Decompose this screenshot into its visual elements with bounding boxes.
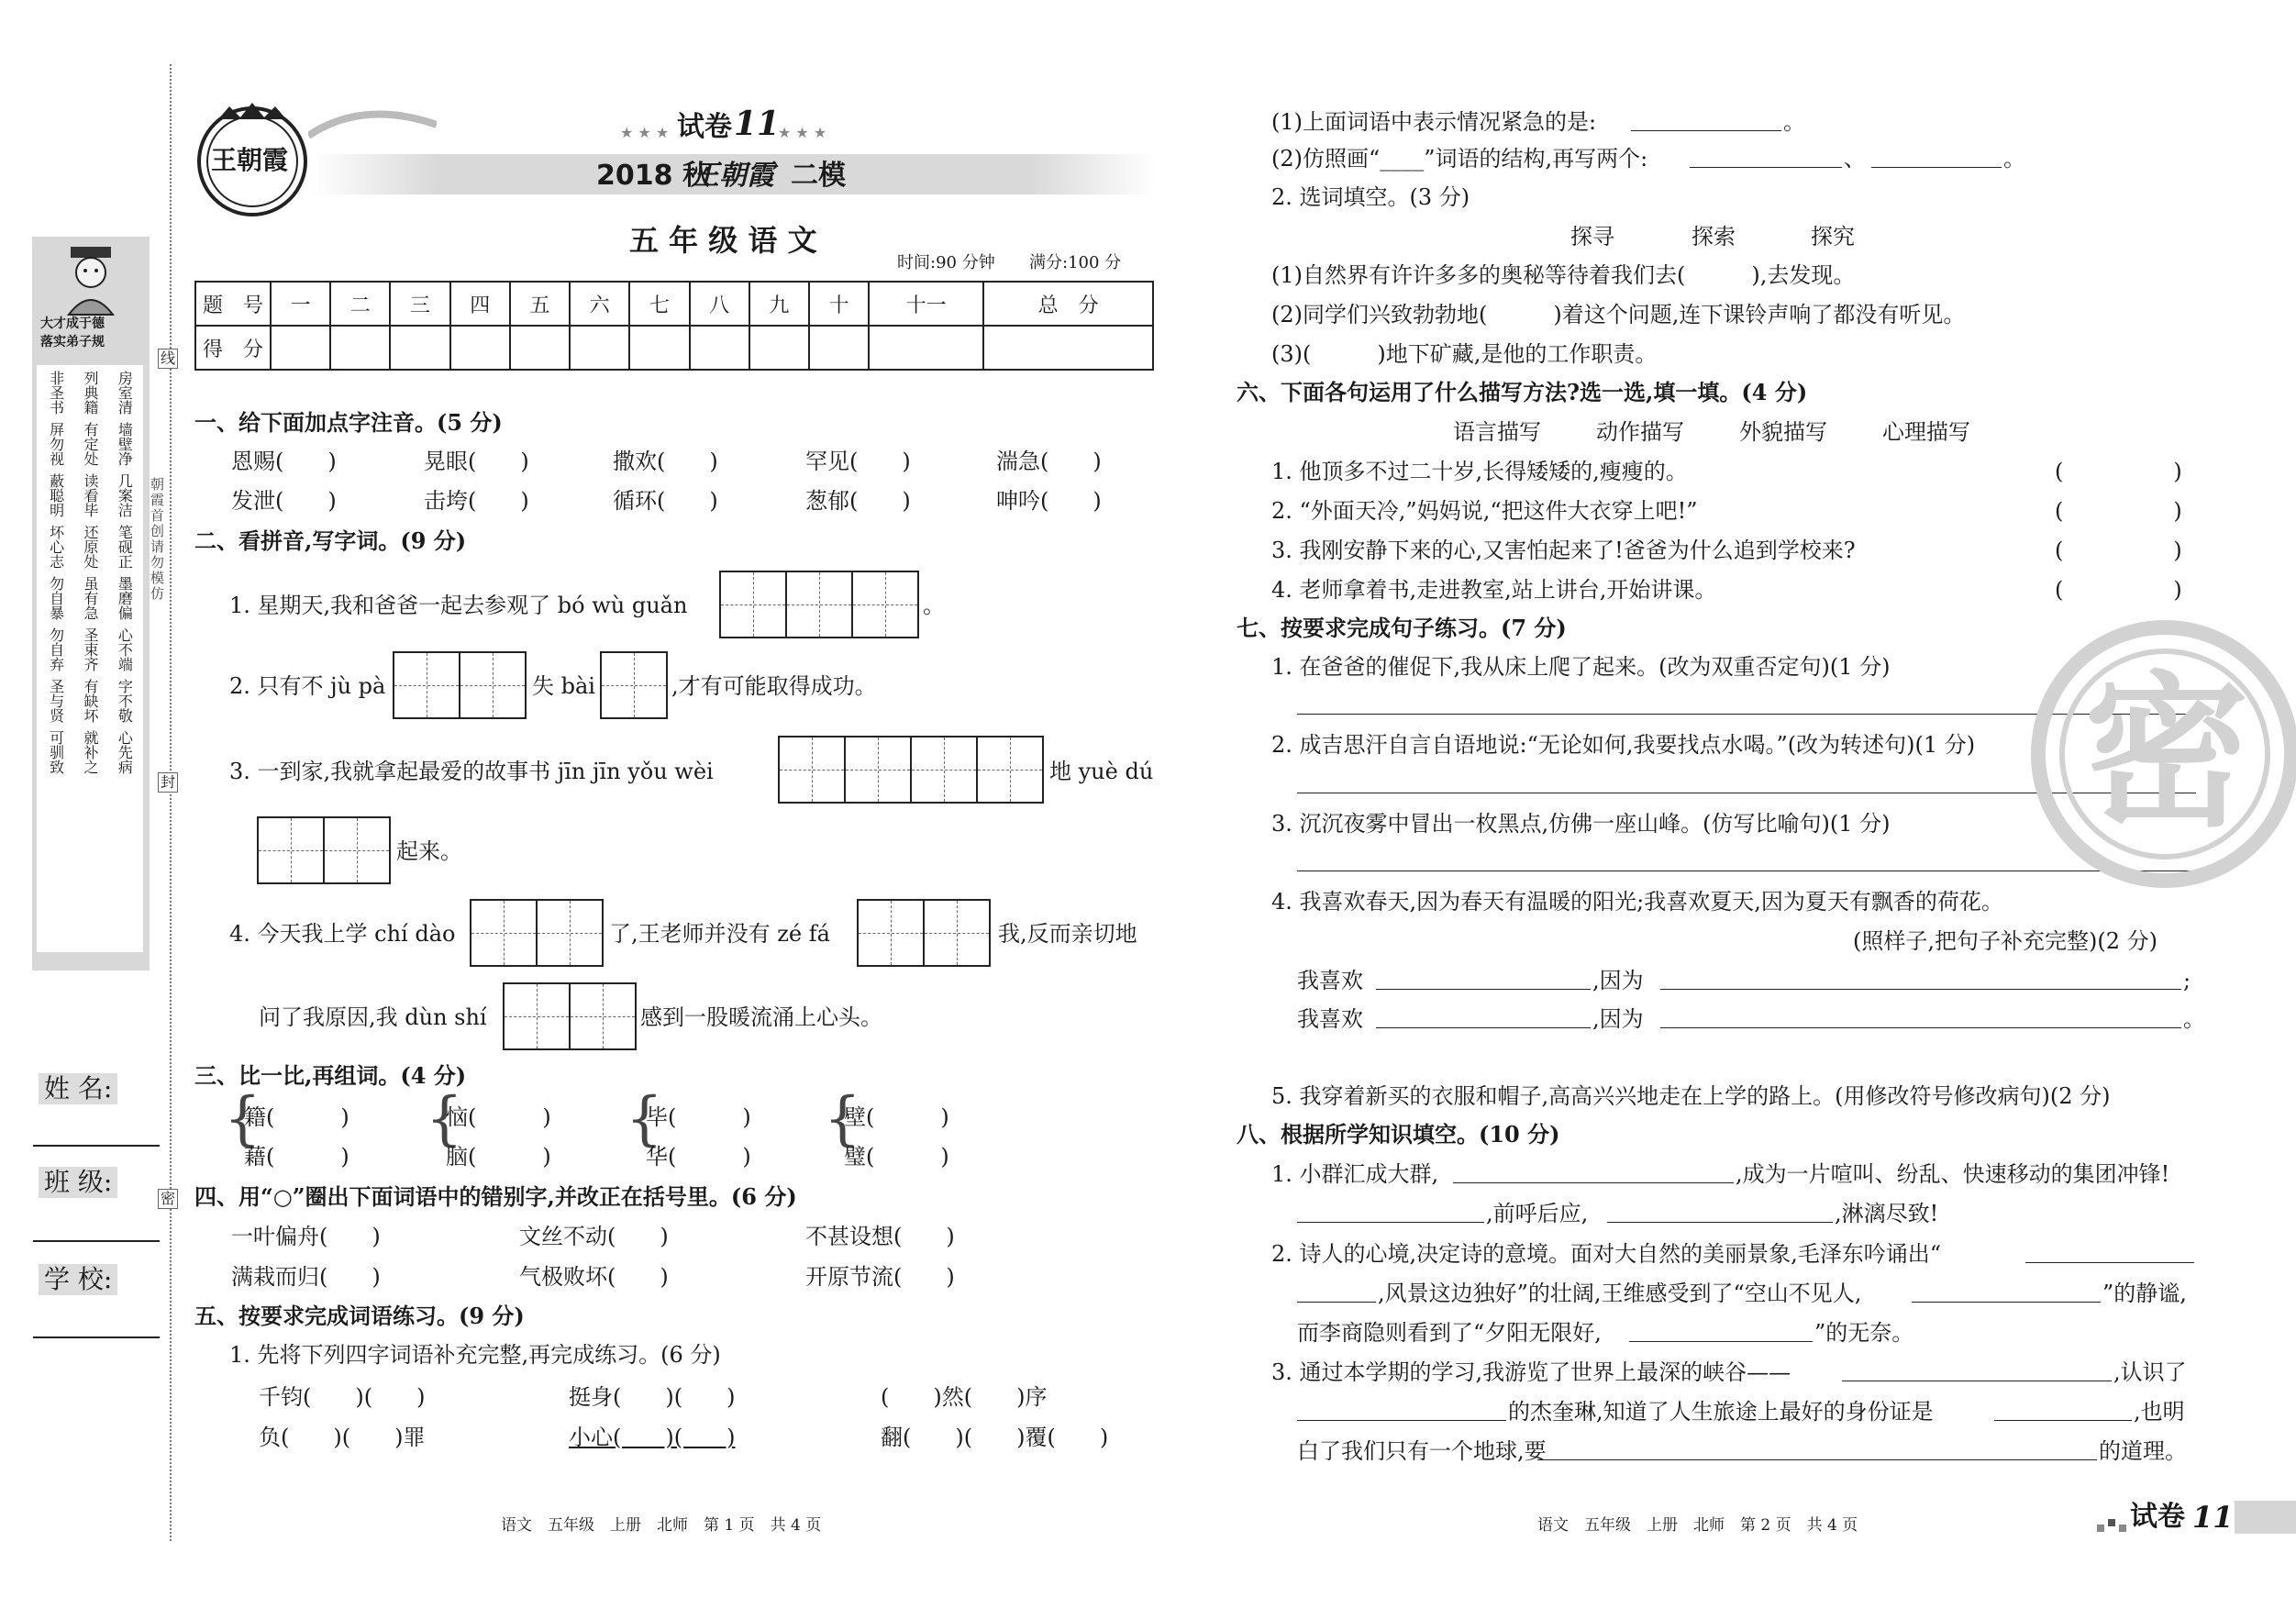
writing-box-chidao[interactable]	[470, 899, 604, 967]
writing-box-yuedu[interactable]	[257, 816, 391, 884]
score-row-label: 得 分	[195, 326, 271, 370]
motto-column: 心不端	[116, 627, 134, 671]
s8-q3-f: 的道理。	[2099, 1438, 2187, 1464]
motto-column: 勿自暴	[47, 576, 65, 620]
answer-line[interactable]	[1297, 1400, 1506, 1421]
score-col-header: 十一	[869, 282, 983, 326]
score-cell[interactable]	[271, 326, 330, 370]
score-col-header: 九	[749, 282, 809, 326]
score-cell[interactable]	[749, 326, 809, 370]
s6-item: 1. 他顶多不过二十岁,长得矮矮的,瘦瘦的。	[1271, 459, 1688, 484]
exam-title: 2018 秋	[596, 160, 710, 192]
s4-item: 满栽而归( )	[231, 1264, 381, 1290]
s4-item: 文丝不动( )	[519, 1224, 669, 1249]
method-choice: 语言描写	[1453, 419, 1541, 445]
s5-word: 挺身( )( )	[569, 1384, 736, 1410]
motto-column: 房室清	[116, 371, 134, 415]
s6-answer-paren[interactable]: ( )	[2055, 498, 2182, 524]
motto-column: 墙壁净	[116, 422, 134, 466]
cartoon-scholar-icon	[50, 243, 131, 316]
s3-word: 璧( )	[844, 1144, 949, 1170]
series-number: 11	[734, 105, 781, 143]
s5-word: 负( )( )罪	[259, 1425, 426, 1450]
s1-word: 呻吟( )	[996, 488, 1102, 514]
r-s5-b-end: 。	[2003, 146, 2025, 172]
motto-column: 圣与贤	[47, 679, 65, 723]
s2-q3-end: 起来。	[396, 838, 462, 864]
s3-word: 壁( )	[844, 1104, 949, 1130]
s7-q5: 5. 我穿着新买的衣服和帽子,高高兴兴地走在上学的路上。(用修改符号修改病句)(2 分)	[1271, 1083, 2111, 1109]
motto-column: 屏勿视	[47, 422, 65, 466]
s1-word: 撒欢( )	[613, 449, 718, 474]
score-col-header: 三	[390, 282, 449, 326]
method-choice: 动作描写	[1596, 419, 1684, 445]
s8-q3-e: 白了我们只有一个地球,要	[1297, 1438, 1547, 1464]
s7-q1: 1. 在爸爸的催促下,我从床上爬了起来。(改为双重否定句)(1 分)	[1271, 654, 1891, 680]
r-s5-b-sep: 、	[1844, 146, 1866, 172]
section-7-title: 七、按要求完成句子练习。(7 分)	[1237, 615, 1567, 641]
writing-box-jinjinyouwei[interactable]	[778, 736, 1044, 804]
score-cell[interactable]	[983, 326, 1153, 370]
s4-item: 不甚设想( )	[805, 1224, 955, 1249]
section-8-title: 八、根据所学知识填空。(10 分)	[1237, 1121, 1560, 1148]
answer-line[interactable]	[1537, 1439, 2097, 1460]
score-col-header: 八	[690, 282, 749, 326]
brace: {	[626, 1085, 663, 1153]
s2-q3-mid: 地 yuè dú	[1049, 759, 1154, 784]
writing-box-dunshi[interactable]	[503, 982, 637, 1050]
s5-word: 翻( )( )覆( )	[881, 1425, 1109, 1450]
motto-column: 笔砚正	[116, 525, 134, 569]
s3-word: 籍( )	[244, 1104, 349, 1130]
r-s5-a-end: 。	[1783, 109, 1805, 135]
watermark-seal	[2027, 616, 2296, 892]
s1-word: 循环( )	[613, 488, 718, 514]
answer-line[interactable]	[1607, 1202, 1833, 1223]
score-col-header: 十	[809, 282, 869, 326]
score-cell[interactable]	[570, 326, 629, 370]
s3-word: 毕( )	[646, 1104, 751, 1130]
answer-line[interactable]	[1297, 1281, 1376, 1303]
s1-word: 葱郁( )	[805, 488, 911, 514]
school-label: 学 校:	[39, 1264, 117, 1295]
section-1-title: 一、给下面加点字注音。(5 分)	[194, 409, 503, 436]
s8-q3-a: 3. 通过本学期的学习,我游览了世界上最深的峡谷——	[1271, 1359, 1791, 1385]
s3-word: 脑( )	[446, 1144, 551, 1170]
score-row-label: 题 号	[195, 282, 271, 326]
s4-item: 气极败坏( )	[519, 1264, 669, 1290]
time-info: 时间:90 分钟	[897, 253, 995, 272]
motto-columns	[37, 365, 143, 952]
writing-box-zefa[interactable]	[857, 899, 991, 967]
s8-q1-d: ,淋漓尽致!	[1835, 1201, 1939, 1226]
s1-word: 湍急( )	[996, 449, 1102, 474]
s6-answer-paren[interactable]: ( )	[2055, 577, 2182, 603]
s8-q2-d: 而李商隐则看到了“夕阳无限好,	[1297, 1320, 1602, 1346]
s7-because: ,因为	[1592, 1006, 1644, 1032]
answer-line[interactable]	[1453, 1162, 1734, 1183]
s6-answer-paren[interactable]: ( )	[2055, 459, 2182, 484]
writing-box-bai[interactable]	[600, 651, 668, 719]
motto-column: 字不敬	[116, 679, 134, 723]
s2-q1-end: 。	[923, 593, 945, 618]
s5-word-underlined: 小心( )( )	[569, 1425, 736, 1450]
s8-q3-d: ,也明	[2134, 1399, 2185, 1425]
motto-column: 有定处	[81, 422, 99, 466]
motto-column: 非圣书	[47, 371, 65, 415]
word-choice: 探索	[1691, 224, 1736, 250]
answer-line[interactable]	[1629, 1321, 1813, 1342]
score-info: 满分:100 分	[1029, 253, 1122, 272]
s2-q4-mid: 了,王老师并没有 zé fá	[609, 921, 830, 947]
name-field[interactable]	[33, 1145, 160, 1147]
motto-column: 虽有急	[81, 576, 99, 620]
corner-number: 11	[2192, 1500, 2234, 1535]
score-cell[interactable]	[629, 326, 689, 370]
score-cell[interactable]	[869, 326, 983, 370]
s7-like: 我喜欢	[1297, 968, 1363, 993]
s6-item: 3. 我刚安静下来的心,又害怕起来了!爸爸为什么追到学校来?	[1271, 538, 1856, 563]
s7-q4-note: (照样子,把句子补充完整)(2 分)	[1853, 928, 2157, 954]
word-choice: 探寻	[1570, 224, 1614, 250]
seal-mark-secret: 密	[158, 1189, 178, 1209]
section-3-title: 三、比一比,再组词。(4 分)	[194, 1062, 467, 1089]
answer-line[interactable]	[1660, 969, 2181, 990]
s1-word: 恩赐( )	[231, 449, 337, 474]
score-col-header: 总 分	[983, 282, 1153, 326]
motto-column: 几案洁	[116, 473, 134, 517]
answer-line[interactable]	[1842, 1360, 2112, 1381]
score-cell[interactable]	[809, 326, 869, 370]
brace: {	[426, 1085, 463, 1153]
s2-q4-line2: 问了我原因,我 dùn shí	[259, 1004, 487, 1030]
score-table	[194, 281, 1154, 371]
motto-column: 读看毕	[81, 473, 99, 517]
score-col-header: 七	[629, 282, 689, 326]
name-label: 姓 名:	[39, 1073, 117, 1104]
section-2-title: 二、看拼音,写字词。(9 分)	[194, 527, 467, 554]
s8-q1-c: ,前呼后应,	[1486, 1201, 1589, 1226]
s1-word: 罕见( )	[805, 449, 911, 474]
method-choice: 外貌描写	[1739, 419, 1827, 445]
s8-q2-e: ”的无奈。	[1814, 1320, 1914, 1346]
s3-word: 恼( )	[446, 1104, 551, 1130]
s7-end: 。	[2183, 1006, 2205, 1032]
stars-right: ★ ★ ★	[778, 124, 827, 141]
answer-line[interactable]	[1994, 1400, 2132, 1421]
page-footer-right: 语文 五年级 上册 北师 第 2 页 共 4 页	[1537, 1516, 1858, 1535]
motto-line-1: 大才成于德	[40, 316, 105, 331]
s4-item: 开原节流( )	[805, 1264, 955, 1290]
s2-q3-text: 3. 一到家,我就拿起最爱的故事书 jīn jīn yǒu wèi	[229, 759, 714, 784]
brace: {	[224, 1085, 261, 1153]
section-4-title: 四、用“○”圈出下面词语中的错别字,并改正在括号里。(6 分)	[194, 1183, 797, 1210]
s6-item: 2. “外面天冷,”妈妈说,“把这件大衣穿上吧!”	[1271, 498, 1698, 524]
motto-column: 圣束齐	[81, 627, 99, 671]
score-cell[interactable]	[690, 326, 749, 370]
section-5-title: 五、按要求完成词语练习。(9 分)	[194, 1303, 525, 1329]
score-col-header: 二	[330, 282, 390, 326]
brand-logo	[193, 99, 312, 218]
answer-line[interactable]	[1376, 1007, 1591, 1028]
score-cell[interactable]	[510, 326, 570, 370]
s2-q2-end: ,才有可能取得成功。	[671, 673, 877, 699]
answer-line[interactable]	[1376, 969, 1591, 990]
motto-column: 就补之	[81, 730, 99, 774]
school-field[interactable]	[33, 1336, 160, 1338]
r-s5-b: (2)仿照画“____”词语的结构,再写两个:	[1271, 146, 1648, 172]
stars-left: ★ ★ ★	[620, 124, 670, 141]
s8-q2-a: 2. 诗人的心境,决定诗的意境。面对大自然的美丽景象,毛泽东吟诵出“	[1271, 1241, 1942, 1267]
s2-q4-mid2: 我,反而亲切地	[998, 921, 1137, 947]
writing-box-jupa[interactable]	[393, 651, 527, 719]
s6-item: 4. 老师拿着书,走进教室,站上讲台,开始讲课。	[1271, 577, 1717, 603]
binding-dotted-line	[170, 64, 172, 1541]
s8-q3-b: ,认识了	[2113, 1359, 2187, 1385]
r-s5-a: (1)上面词语中表示情况紧急的是:	[1271, 109, 1597, 135]
answer-line[interactable]	[1631, 110, 1781, 131]
exam-kind: 二模	[791, 160, 846, 192]
method-choice: 心理描写	[1882, 419, 1970, 445]
margin-note: 朝霞首创 请勿模仿	[150, 476, 165, 602]
score-col-header: 六	[570, 282, 629, 326]
r-s5-q2: 2. 选词填空。(3 分)	[1271, 184, 1470, 210]
s8-q3-c: 的杰奎琳,知道了人生旅途上最好的身份证是	[1508, 1399, 1934, 1425]
writing-box-bowuguan[interactable]	[719, 571, 919, 638]
s8-q2-b: ,风景这边独好”的壮阔,王维感受到了“空山不见人,	[1378, 1281, 1862, 1306]
score-col-header: 一	[271, 282, 330, 326]
answer-line[interactable]	[1912, 1281, 2101, 1303]
page-footer-left: 语文 五年级 上册 北师 第 1 页 共 4 页	[501, 1516, 822, 1535]
corner-dots	[2097, 1512, 2128, 1537]
watermark-text: 密	[2084, 656, 2250, 849]
corner-band	[2235, 1501, 2296, 1534]
s7-because: ,因为	[1592, 968, 1644, 993]
score-cell[interactable]	[390, 326, 449, 370]
s7-q2: 2. 成吉思汗自言自语地说:“无论如何,我要找点水喝。”(改为转述句)(1 分)	[1271, 732, 1976, 758]
word-choice: 探究	[1811, 224, 1855, 250]
logo-text: 王朝霞	[211, 145, 289, 175]
s1-word: 晃眼( )	[424, 449, 529, 474]
score-cell[interactable]	[450, 326, 510, 370]
s7-q4: 4. 我喜欢春天,因为春天有温暖的阳光;我喜欢夏天,因为夏天有飘香的荷花。	[1271, 889, 2003, 915]
motto-column: 有缺坏	[81, 679, 99, 723]
s2-q4-end: 感到一股暖流涌上心头。	[640, 1004, 882, 1030]
class-field[interactable]	[33, 1240, 160, 1242]
s2-q2-mid: 失 bài	[532, 673, 595, 699]
motto-column: 还原处	[81, 525, 99, 569]
s2-q2-text: 2. 只有不 jù pà	[229, 673, 386, 699]
score-cell[interactable]	[330, 326, 390, 370]
s7-end: ;	[2183, 968, 2191, 993]
s7-like: 我喜欢	[1297, 1006, 1363, 1032]
answer-line[interactable]	[2025, 1242, 2194, 1263]
motto-column: 心先病	[116, 730, 134, 774]
s8-q1-a: 1. 小群汇成大群,	[1271, 1161, 1439, 1187]
brand-title: 王朝霞	[692, 160, 774, 192]
seal-mark-line: 线	[158, 349, 178, 369]
motto-column: 蔽聪明	[47, 473, 65, 517]
answer-line[interactable]	[1660, 1007, 2181, 1028]
seal-mark-seal: 封	[158, 772, 178, 793]
subject-title: 五 年 级 语 文	[629, 223, 817, 258]
answer-line[interactable]	[1871, 147, 2002, 168]
class-label: 班 级:	[39, 1167, 117, 1198]
motto-line-2: 落实弟子规	[40, 335, 105, 349]
s1-word: 发泄( )	[231, 488, 337, 514]
motto-column: 坏心志	[47, 525, 65, 569]
brace: {	[824, 1085, 861, 1153]
r-s5-f2: (2)同学们兴致勃勃地( )着这个问题,连下课铃声响了都没有听见。	[1271, 302, 1966, 327]
s6-answer-paren[interactable]: ( )	[2055, 538, 2182, 563]
motto-column: 可驯致	[47, 730, 65, 774]
answer-line[interactable]	[1297, 1202, 1484, 1223]
series-label: 试卷	[677, 111, 732, 143]
s5-word: 千钧( )( )	[259, 1384, 426, 1410]
s7-q3: 3. 沉沉夜雾中冒出一枚黑点,仿佛一座山峰。(仿写比喻句)(1 分)	[1271, 811, 1891, 837]
r-s5-f1: (1)自然界有许许多多的奥秘等待着我们去( ),去发现。	[1271, 262, 1856, 288]
motto-column: 列典籍	[81, 371, 99, 415]
motto-column: 勿自弃	[47, 627, 65, 671]
section-6-title: 六、下面各句运用了什么描写方法?选一选,填一填。(4 分)	[1237, 379, 1808, 405]
score-col-header: 五	[510, 282, 570, 326]
motto-column: 墨磨偏	[116, 576, 134, 620]
s4-item: 一叶偏舟( )	[231, 1224, 381, 1249]
s2-q1-text: 1. 星期天,我和爸爸一起去参观了 bó wù guǎn	[229, 593, 688, 618]
s5-word: ( )然( )序	[881, 1384, 1048, 1410]
header-ribbon	[308, 108, 437, 145]
corner-label: 试卷	[2130, 1501, 2185, 1533]
r-s5-f3: (3)( )地下矿藏,是他的工作职责。	[1271, 341, 1658, 367]
s5-q1: 1. 先将下列四字词语补充完整,再完成练习。(6 分)	[229, 1342, 721, 1368]
answer-line[interactable]	[1690, 147, 1842, 168]
s3-word: 藉( )	[244, 1144, 349, 1170]
s8-q2-c: ”的静谧,	[2102, 1281, 2187, 1306]
s2-q4-text: 4. 今天我上学 chí dào	[229, 921, 456, 947]
s8-q1-b: ,成为一片喧叫、纷乱、快速移动的集团冲锋!	[1736, 1161, 2170, 1187]
s3-word: 华( )	[646, 1144, 751, 1170]
s1-word: 击垮( )	[424, 488, 529, 514]
score-col-header: 四	[450, 282, 510, 326]
